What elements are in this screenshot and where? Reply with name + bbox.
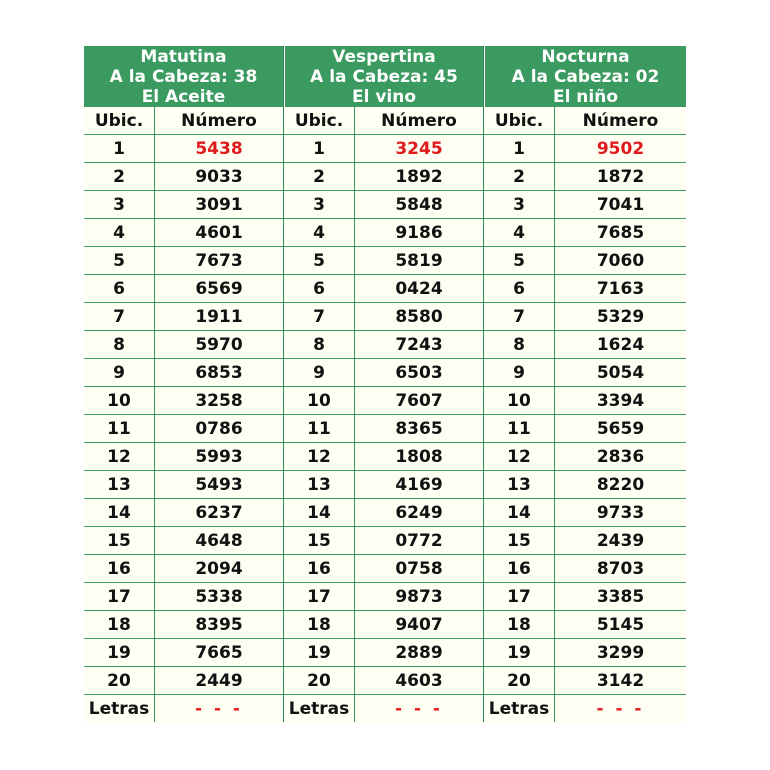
number-cell: 7041 (555, 191, 687, 219)
position-cell: 18 (84, 611, 155, 639)
number-cell: 0786 (155, 415, 284, 443)
position-cell: 11 (284, 415, 355, 443)
table-row (284, 611, 483, 639)
table-row (84, 387, 283, 415)
number-cell: 2836 (555, 443, 687, 471)
position-cell: 14 (84, 499, 155, 527)
column-header-numero: Número (555, 107, 687, 135)
position-cell: 11 (84, 415, 155, 443)
draw-header-name: Nocturna (541, 47, 630, 67)
number-cell: 5438 (155, 135, 284, 163)
number-cell: 0772 (355, 527, 484, 555)
number-cell: 4603 (355, 667, 484, 695)
table-row (284, 163, 483, 191)
draw-header-name: Vespertina (332, 47, 436, 67)
number-cell: 9033 (155, 163, 284, 191)
number-cell: 5329 (555, 303, 687, 331)
draw-header-meaning: El Aceite (141, 87, 226, 107)
position-cell: 14 (284, 499, 355, 527)
number-cell: 6249 (355, 499, 484, 527)
position-cell: 6 (284, 275, 355, 303)
position-cell: 14 (484, 499, 555, 527)
number-cell: 5054 (555, 359, 687, 387)
results-tables (84, 46, 686, 722)
position-cell: 19 (484, 639, 555, 667)
table-row (84, 135, 283, 163)
position-cell: 3 (484, 191, 555, 219)
table-row (484, 583, 686, 611)
table-row (84, 219, 283, 247)
table-row (284, 499, 483, 527)
draw-header-cabeza: A la Cabeza: 45 (310, 67, 458, 87)
table-row (484, 527, 686, 555)
position-cell: 5 (284, 247, 355, 275)
number-cell: 5848 (355, 191, 484, 219)
table-row (484, 387, 686, 415)
table-row (484, 359, 686, 387)
table-row (284, 415, 483, 443)
position-cell: 10 (284, 387, 355, 415)
position-cell: 5 (484, 247, 555, 275)
number-cell: 2094 (155, 555, 284, 583)
number-cell: 4601 (155, 219, 284, 247)
number-cell: 1624 (555, 331, 687, 359)
position-cell: 9 (84, 359, 155, 387)
letras-value: - - - (555, 695, 687, 723)
position-cell: 8 (484, 331, 555, 359)
letras-value: - - - (355, 695, 484, 723)
table-row (484, 303, 686, 331)
table-row (284, 191, 483, 219)
number-cell: 4648 (155, 527, 284, 555)
table-row (484, 331, 686, 359)
table-row (84, 527, 283, 555)
position-cell: 19 (84, 639, 155, 667)
number-cell: 6569 (155, 275, 284, 303)
draw-panel-matutina (84, 46, 284, 722)
position-cell: 13 (484, 471, 555, 499)
position-cell: 17 (284, 583, 355, 611)
position-cell: 12 (84, 443, 155, 471)
position-cell: 16 (284, 555, 355, 583)
position-cell: 7 (284, 303, 355, 331)
position-cell: 1 (284, 135, 355, 163)
draw-panel-vespertina (284, 46, 484, 722)
table-row (84, 667, 283, 695)
table-row (484, 471, 686, 499)
number-cell: 7163 (555, 275, 687, 303)
number-cell: 5993 (155, 443, 284, 471)
draw-header-cabeza: A la Cabeza: 02 (511, 67, 660, 87)
number-cell: 6503 (355, 359, 484, 387)
position-cell: 17 (84, 583, 155, 611)
position-cell: 3 (284, 191, 355, 219)
table-row (484, 219, 686, 247)
position-cell: 13 (284, 471, 355, 499)
table-row (484, 191, 686, 219)
table-row (284, 359, 483, 387)
position-cell: 9 (484, 359, 555, 387)
table-row (484, 275, 686, 303)
table-row (84, 611, 283, 639)
position-cell: 18 (484, 611, 555, 639)
number-cell: 5819 (355, 247, 484, 275)
table-row (484, 163, 686, 191)
column-header-numero: Número (155, 107, 284, 135)
number-cell: 5970 (155, 331, 284, 359)
number-cell: 7685 (555, 219, 687, 247)
position-cell: 7 (84, 303, 155, 331)
draw-header-cabeza: A la Cabeza: 38 (109, 67, 258, 87)
table-row (84, 331, 283, 359)
table-row (284, 135, 483, 163)
table-row (284, 527, 483, 555)
table-row (84, 303, 283, 331)
number-cell: 3394 (555, 387, 687, 415)
position-cell: 12 (284, 443, 355, 471)
number-cell: 5493 (155, 471, 284, 499)
table-row (84, 555, 283, 583)
table-row (484, 135, 686, 163)
number-cell: 3142 (555, 667, 687, 695)
position-cell: 9 (284, 359, 355, 387)
position-cell: 15 (284, 527, 355, 555)
table-row (284, 555, 483, 583)
position-cell: 16 (84, 555, 155, 583)
position-cell: 20 (484, 667, 555, 695)
table-row (284, 331, 483, 359)
table-row (484, 499, 686, 527)
draw-header (484, 46, 686, 107)
position-cell: 15 (84, 527, 155, 555)
number-cell: 3091 (155, 191, 284, 219)
position-cell: 10 (84, 387, 155, 415)
number-cell: 5338 (155, 583, 284, 611)
number-cell: 7665 (155, 639, 284, 667)
table-row (484, 443, 686, 471)
letras-value: - - - (155, 695, 284, 723)
table-row (484, 611, 686, 639)
position-cell: 1 (84, 135, 155, 163)
table-row (284, 303, 483, 331)
table-row (84, 639, 283, 667)
table-row (284, 275, 483, 303)
number-cell: 9186 (355, 219, 484, 247)
number-cell: 1872 (555, 163, 687, 191)
table-row (84, 191, 283, 219)
table-row (484, 555, 686, 583)
position-cell: 3 (84, 191, 155, 219)
position-cell: 2 (84, 163, 155, 191)
number-cell: 2439 (555, 527, 687, 555)
position-cell: 10 (484, 387, 555, 415)
table-row (484, 415, 686, 443)
number-cell: 3385 (555, 583, 687, 611)
number-cell: 9407 (355, 611, 484, 639)
number-cell: 7607 (355, 387, 484, 415)
draw-header-name: Matutina (140, 47, 227, 67)
number-cell: 3245 (355, 135, 484, 163)
number-cell: 8703 (555, 555, 687, 583)
table-row (484, 639, 686, 667)
number-cell: 5145 (555, 611, 687, 639)
number-cell: 8580 (355, 303, 484, 331)
table-row (84, 499, 283, 527)
position-cell: 4 (84, 219, 155, 247)
table-row (284, 219, 483, 247)
position-cell: 12 (484, 443, 555, 471)
table-row (284, 583, 483, 611)
number-cell: 0758 (355, 555, 484, 583)
draw-header-meaning: El vino (351, 87, 417, 107)
number-cell: 3258 (155, 387, 284, 415)
number-cell: 8395 (155, 611, 284, 639)
table-row (284, 471, 483, 499)
position-cell: 8 (284, 331, 355, 359)
draw-panel-nocturna (484, 46, 686, 722)
number-cell: 9733 (555, 499, 687, 527)
number-cell: 6237 (155, 499, 284, 527)
draw-header (84, 46, 283, 107)
table-row (84, 163, 283, 191)
letras-label: Letras (84, 695, 155, 723)
table-row (284, 247, 483, 275)
table-row (284, 443, 483, 471)
position-cell: 18 (284, 611, 355, 639)
table-row (484, 667, 686, 695)
column-header-ubic: Ubic. (84, 107, 155, 135)
results-table (84, 107, 283, 722)
table-row (284, 639, 483, 667)
position-cell: 5 (84, 247, 155, 275)
number-cell: 6853 (155, 359, 284, 387)
number-cell: 7243 (355, 331, 484, 359)
number-cell: 2889 (355, 639, 484, 667)
letras-label: Letras (484, 695, 555, 723)
letras-label: Letras (284, 695, 355, 723)
position-cell: 6 (484, 275, 555, 303)
results-table (484, 107, 686, 722)
position-cell: 4 (284, 219, 355, 247)
table-row (84, 443, 283, 471)
column-header-ubic: Ubic. (284, 107, 355, 135)
number-cell: 0424 (355, 275, 484, 303)
number-cell: 5659 (555, 415, 687, 443)
number-cell: 7060 (555, 247, 687, 275)
number-cell: 1892 (355, 163, 484, 191)
table-row (284, 387, 483, 415)
position-cell: 1 (484, 135, 555, 163)
number-cell: 9502 (555, 135, 687, 163)
column-header-numero: Número (355, 107, 484, 135)
position-cell: 17 (484, 583, 555, 611)
position-cell: 2 (484, 163, 555, 191)
draw-header-meaning: El niño (552, 87, 619, 107)
table-row (84, 415, 283, 443)
position-cell: 8 (84, 331, 155, 359)
position-cell: 19 (284, 639, 355, 667)
number-cell: 2449 (155, 667, 284, 695)
results-table (284, 107, 483, 722)
table-row (84, 247, 283, 275)
number-cell: 9873 (355, 583, 484, 611)
draw-header (284, 46, 483, 107)
number-cell: 7673 (155, 247, 284, 275)
table-row (84, 275, 283, 303)
position-cell: 2 (284, 163, 355, 191)
position-cell: 6 (84, 275, 155, 303)
number-cell: 3299 (555, 639, 687, 667)
table-row (484, 247, 686, 275)
table-row (84, 583, 283, 611)
position-cell: 16 (484, 555, 555, 583)
number-cell: 1808 (355, 443, 484, 471)
table-row (84, 359, 283, 387)
position-cell: 4 (484, 219, 555, 247)
number-cell: 4169 (355, 471, 484, 499)
table-row (84, 471, 283, 499)
number-cell: 1911 (155, 303, 284, 331)
table-row (284, 667, 483, 695)
column-header-ubic: Ubic. (484, 107, 555, 135)
position-cell: 13 (84, 471, 155, 499)
number-cell: 8365 (355, 415, 484, 443)
position-cell: 7 (484, 303, 555, 331)
number-cell: 8220 (555, 471, 687, 499)
position-cell: 20 (284, 667, 355, 695)
position-cell: 11 (484, 415, 555, 443)
position-cell: 15 (484, 527, 555, 555)
position-cell: 20 (84, 667, 155, 695)
